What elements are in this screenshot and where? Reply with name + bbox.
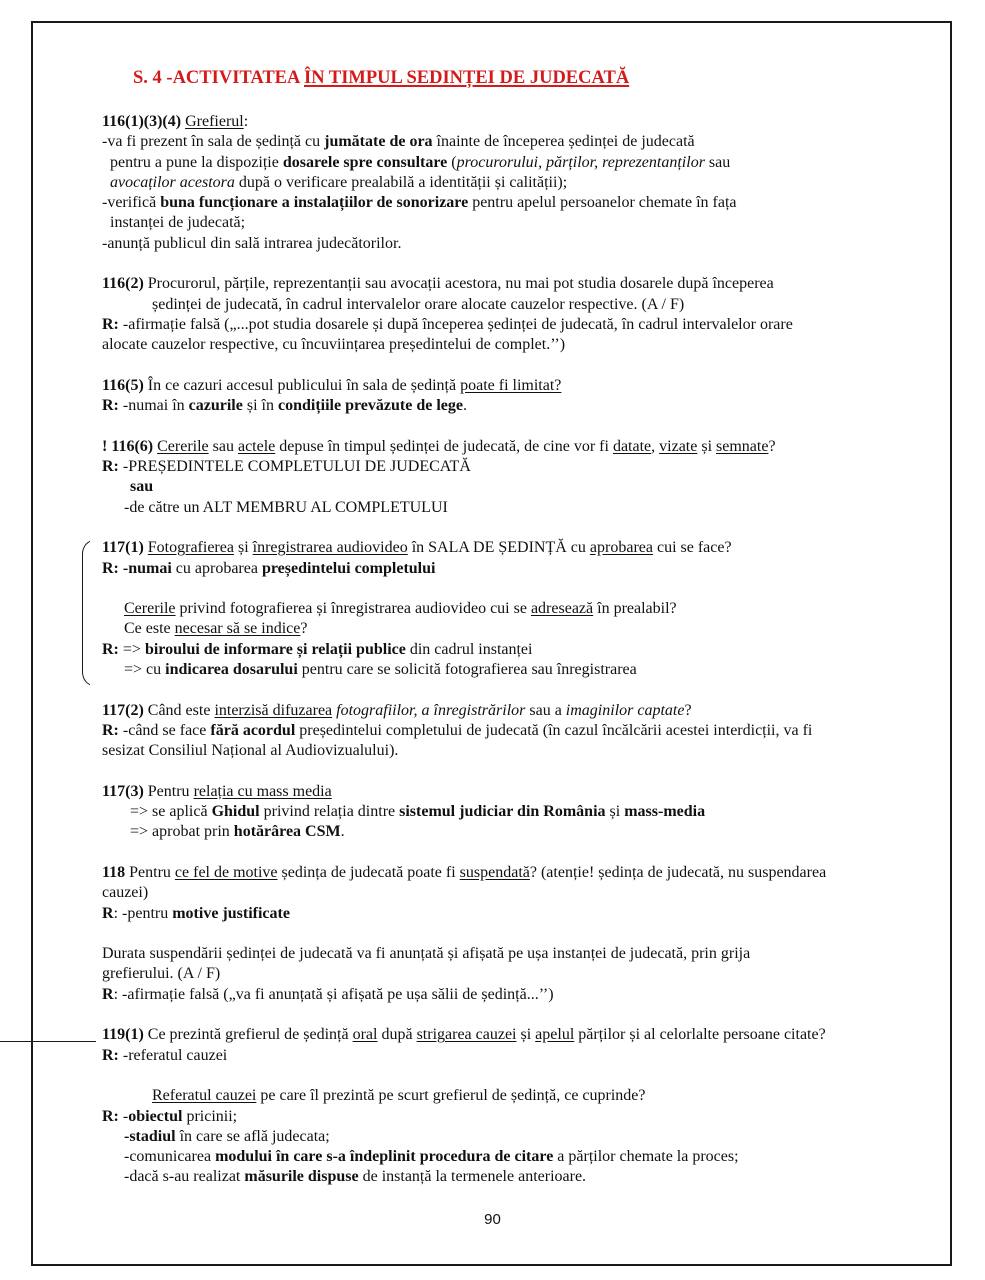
text: ?	[684, 701, 692, 719]
article-ref: 116(1)(3)(4)	[102, 113, 182, 130]
text: cui se face?	[652, 539, 732, 557]
text-bold: Ghidul	[211, 803, 260, 821]
text: : -pentru	[113, 904, 173, 922]
text-underlined: datate	[612, 437, 652, 455]
text-bold: -numai	[118, 559, 172, 577]
text: Procurorul, părțile, reprezentanții sau avocații acestora, nu mai pot studia dosarele după începerea	[143, 275, 774, 293]
text-underlined: Cererile	[124, 600, 176, 618]
text: .	[340, 823, 345, 841]
text-italic: procurorului, părților, reprezentanților	[456, 153, 705, 171]
text: și în	[242, 397, 278, 415]
text: ?	[768, 437, 776, 455]
text: -când se face	[118, 721, 211, 739]
text: În ce cazuri accesul publicului în sala de ședință	[143, 376, 461, 394]
text-bold: hotărârea CSM	[233, 823, 341, 841]
text: pentru care se solicită fotografierea sau înregistrarea	[297, 661, 637, 679]
text-bold: cazurile	[188, 397, 243, 415]
text-bold: dosarele spre consultare	[282, 153, 448, 171]
answer-label: R:	[102, 1046, 119, 1064]
article-119-1	[102, 1025, 922, 1187]
text: -	[118, 1107, 129, 1125]
text: =>	[118, 640, 145, 658]
answer-label: R:	[102, 640, 119, 658]
text-underlined: suspendată	[459, 863, 530, 881]
text: în SALA DE ȘEDINȚĂ cu	[407, 539, 590, 557]
text: sesizat Consiliul Național al Audiovizualului).	[102, 742, 399, 760]
text-underlined: necesar să se indice	[174, 620, 301, 638]
text: după o verificare prealabilă a identității și calității);	[234, 173, 568, 191]
text: și	[605, 803, 625, 821]
page-number: 90	[484, 1211, 501, 1228]
text-underlined: apelul	[535, 1026, 575, 1044]
text: privind fotografierea și înregistrarea audiovideo cui se	[175, 600, 531, 618]
text-underlined: înregistrarea audiovideo	[252, 539, 408, 557]
text: în prealabil?	[593, 600, 677, 618]
answer-label: R	[102, 985, 114, 1003]
text: președintelui completului de judecată (în cazul încălcării acestei interdicții, va fi	[295, 721, 813, 739]
text: Durata suspendării ședinței de judecată va fi anunțată și afișată pe ușa instanței de judecată, prin grija	[102, 945, 751, 963]
text: în care se află judecata;	[175, 1127, 330, 1145]
article-116-5	[102, 376, 922, 417]
text: : -afirmație falsă („va fi anunțată și afișată pe ușa sălii de ședință...’’)	[113, 985, 554, 1003]
text: -verifică	[102, 194, 161, 212]
text-underlined: Fotografierea	[147, 539, 234, 557]
text: din cadrul instanței	[405, 640, 533, 658]
text: .	[462, 397, 467, 415]
text: Pentru	[125, 863, 175, 881]
text-underlined: vizate	[659, 437, 698, 455]
text: Ce este	[124, 620, 175, 638]
text: și	[233, 539, 253, 557]
article-ref: 117(3)	[102, 782, 144, 800]
text-bold: motive justificate	[172, 904, 290, 922]
text: depuse în timpul ședinței de judecată, de cine vor fi	[275, 437, 613, 455]
article-117-2	[102, 701, 922, 762]
text-italic: imaginilor captate	[565, 701, 685, 719]
text-bold: biroului de informare și relații publice	[144, 640, 406, 658]
text: sau	[704, 153, 731, 171]
text: și	[516, 1026, 536, 1044]
text: cauzei)	[102, 884, 149, 902]
article-ref: 116(5)	[102, 376, 144, 394]
text-bold: modului în care s-a îndeplinit procedura de citare	[215, 1148, 554, 1166]
text: -numai în	[118, 397, 189, 415]
text-underlined: semnate	[716, 437, 769, 455]
text: ? (atenție! ședința de judecată, nu suspendarea	[529, 863, 827, 881]
text: Când este	[143, 701, 215, 719]
text: pricinii;	[182, 1107, 238, 1125]
article-116-6	[102, 437, 922, 518]
text-underlined: actele	[237, 437, 276, 455]
title-underlined: ÎN TIMPUL SEDINȚEI DE JUDECATĂ	[304, 68, 630, 88]
margin-marker-line	[0, 1041, 96, 1042]
article-ref: ! 116(6)	[102, 437, 154, 455]
text: înainte de începerea ședinței de judecată	[432, 133, 695, 151]
answer-label: R	[102, 904, 114, 922]
answer-label: R:	[102, 1107, 119, 1125]
article-ref: 117(1)	[102, 539, 144, 557]
text: a părților chemate la proces;	[553, 1148, 739, 1166]
text: ?	[300, 620, 308, 638]
text-underlined: relația cu mass media	[193, 782, 332, 800]
text: ședința de judecată poate fi	[277, 863, 460, 881]
article-ref: 118	[102, 863, 126, 881]
text: => aprobat prin	[130, 823, 234, 841]
text: ședinței de judecată, în cadrul intervalelor orare alocate cauzelor respective. (A / F)	[152, 295, 685, 313]
article-ref: 117(2)	[102, 701, 144, 719]
text-italic: fotografiilor, a înregistrărilor	[336, 701, 526, 719]
text-bold: obiectul	[128, 1107, 183, 1125]
text: -comunicarea	[124, 1148, 216, 1166]
text-bold: președintelui completului	[261, 559, 436, 577]
text-italic: avocaților acestora	[110, 173, 235, 191]
text-bold: sistemul judiciar din România	[399, 803, 606, 821]
text: => se aplică	[130, 803, 212, 821]
article-116-1-3-4	[102, 112, 922, 254]
answer-label: R:	[102, 397, 119, 415]
text: -dacă s-au realizat	[124, 1168, 245, 1186]
text-underlined: aprobarea	[589, 539, 653, 557]
text-bold: jumătate de ora	[324, 133, 433, 151]
text: instanței de judecată;	[110, 214, 246, 232]
text-underlined: interzisă difuzarea	[214, 701, 333, 719]
answer-label: R:	[102, 559, 119, 577]
text-bold: sau	[130, 478, 154, 496]
article-117-1	[102, 538, 922, 680]
article-117-3	[102, 782, 922, 843]
text: cu aprobarea	[171, 559, 262, 577]
article-ref: 116(2)	[102, 275, 144, 293]
text: părților și al celorlalte persoane citate?	[574, 1026, 826, 1044]
text-underlined: strigarea cauzei	[416, 1026, 517, 1044]
article-ref: 119(1)	[102, 1026, 144, 1044]
text: sau	[208, 437, 238, 455]
text: după	[377, 1026, 417, 1044]
text: pe care îl prezintă pe scurt grefierul de ședință, ce cuprinde?	[256, 1087, 646, 1105]
text-bold: fără acordul	[210, 721, 296, 739]
answer-label: R:	[102, 458, 119, 476]
colon: :	[243, 113, 249, 130]
text: Pentru	[143, 782, 194, 800]
answer-label: R:	[102, 315, 119, 333]
text-bold: mass-media	[624, 803, 706, 821]
text: pentru a pune la dispoziție	[110, 153, 283, 171]
text-bold: -stadiul	[124, 1127, 176, 1145]
section-title	[133, 68, 629, 89]
text: și	[697, 437, 717, 455]
text-underlined: adresează	[530, 600, 594, 618]
subject: Grefierul	[185, 113, 244, 130]
text: privind relația dintre	[259, 803, 400, 821]
text: grefierului. (A / F)	[102, 965, 221, 983]
text: sau a	[525, 701, 566, 719]
title-prefix: S. 4 -ACTIVITATEA	[133, 68, 304, 88]
text-underlined: poate fi limitat?	[460, 376, 562, 394]
text-underlined: Cererile	[157, 437, 209, 455]
text: -referatul cauzei	[118, 1046, 228, 1064]
text: alocate cauzelor respective, cu încuviințarea președintelui de complet.’’)	[102, 336, 566, 354]
document-body	[102, 112, 922, 1188]
text-bold: indicarea dosarului	[165, 661, 298, 679]
text: -va fi prezent în sala de ședință cu	[102, 133, 325, 151]
answer-label: R:	[102, 721, 119, 739]
text: -PREȘEDINTELE COMPLETULUI DE JUDECATĂ	[118, 458, 471, 476]
text: -afirmație falsă („...pot studia dosarele și după începerea ședinței de judecată, în cadrul intervalelor orare	[118, 315, 793, 333]
text: de instanță la termenele anterioare.	[358, 1168, 587, 1186]
text-underlined: ce fel de motive	[174, 863, 278, 881]
text: pentru apelul persoanelor chemate în fața	[468, 194, 737, 212]
article-118	[102, 863, 922, 1005]
text: => cu	[124, 661, 166, 679]
text-bold: condițiile prevăzute de lege	[277, 397, 463, 415]
text: ,	[651, 437, 660, 455]
text: (	[447, 153, 457, 171]
text-bold: măsurile dispuse	[244, 1168, 359, 1186]
text: -anunță publicul din sală intrarea judecătorilor.	[102, 234, 402, 252]
text-underlined: Referatul cauzei	[152, 1087, 257, 1105]
text-bold: buna funcționare a instalațiilor de sonorizare	[160, 194, 469, 212]
text-underlined: oral	[352, 1026, 378, 1044]
text: -de către un ALT MEMBRU AL COMPLETULUI	[124, 498, 448, 516]
text: Ce prezintă grefierul de ședință	[143, 1026, 353, 1044]
article-116-2	[102, 274, 922, 355]
